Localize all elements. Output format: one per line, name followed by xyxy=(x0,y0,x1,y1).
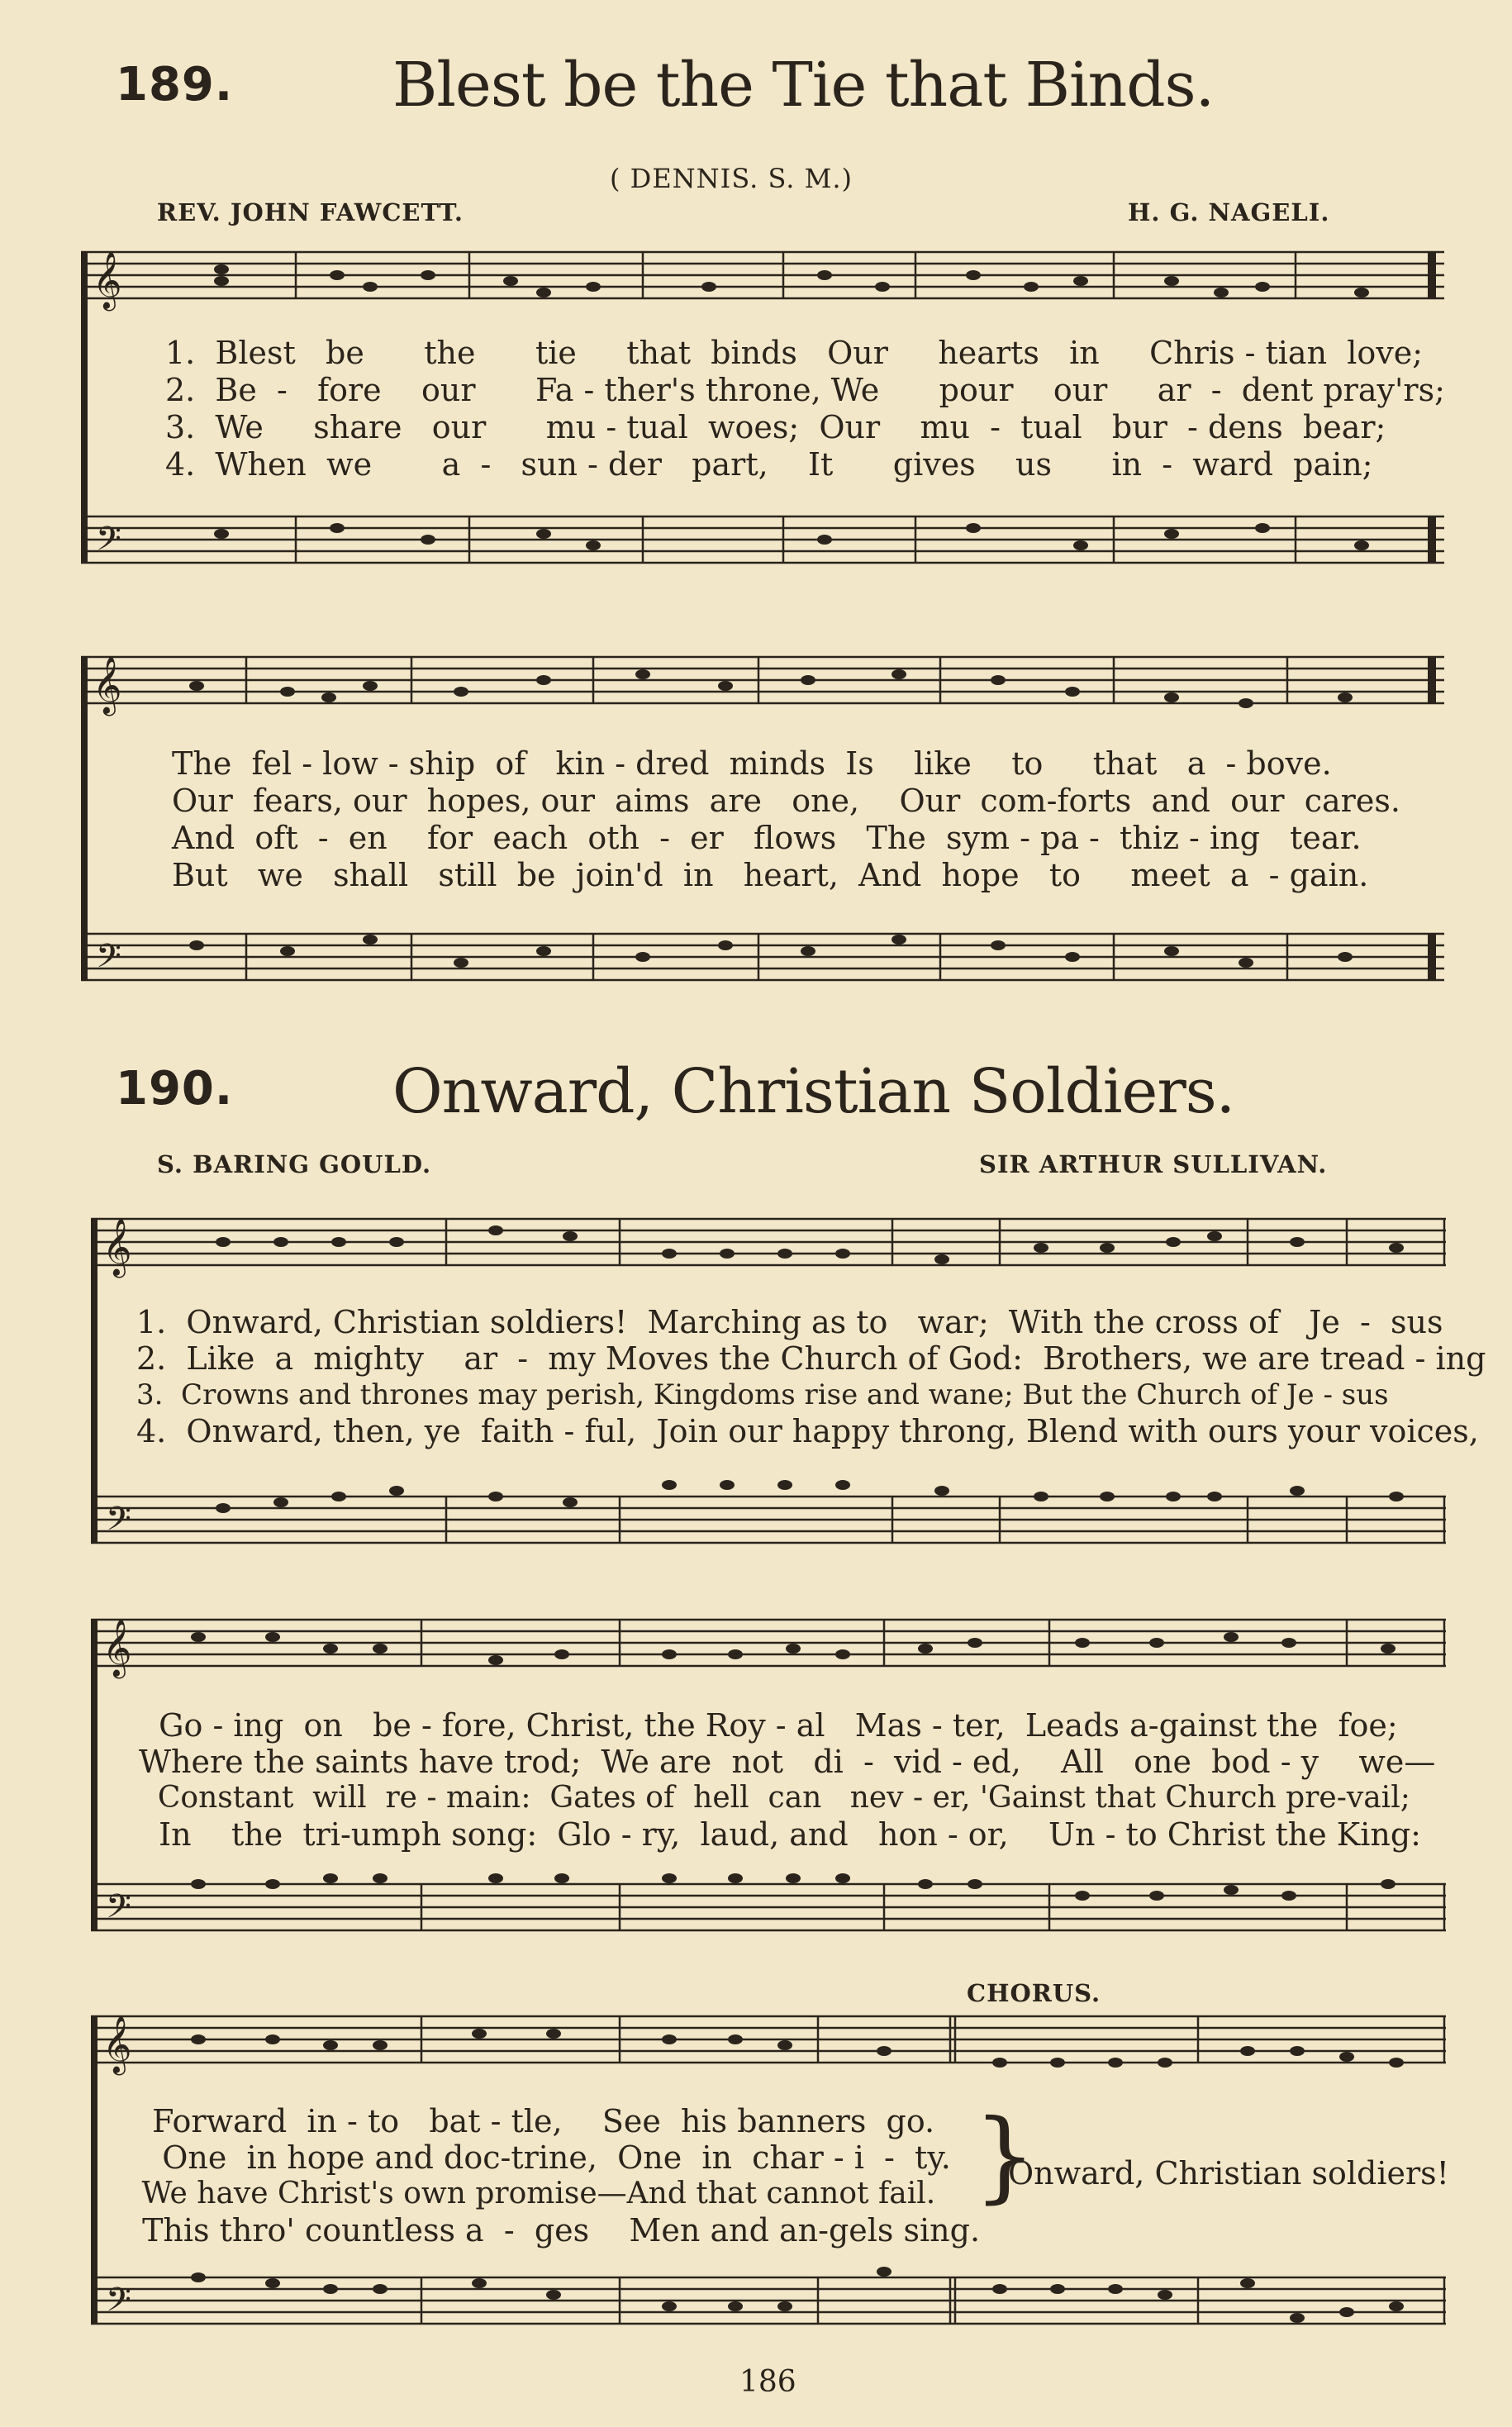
verse-line: Constant will re - main: Gates of hell can nev - er, 'Gainst that Church pre-vail; xyxy=(139,1781,1410,1815)
svg-text:𝄞: 𝄞 xyxy=(102,1218,132,1276)
svg-text:𝄞: 𝄞 xyxy=(102,1619,132,1677)
svg-text:𝄢: 𝄢 xyxy=(106,1500,131,1546)
brace-icon: } xyxy=(973,2099,1037,2214)
author-credit: S. BARING GOULD. xyxy=(157,1150,432,1178)
hymn-number: 189. xyxy=(116,58,234,112)
composer-credit: SIR ARTHUR SULLIVAN. xyxy=(979,1150,1328,1178)
verse-line: And oft - en for each oth - er flows The sym - pa - thiz - ing tear. xyxy=(172,820,1362,856)
verse-block xyxy=(132,2103,980,2249)
svg-text:𝄢: 𝄢 xyxy=(106,2281,131,2327)
chorus-label: CHORUS. xyxy=(967,1979,1101,2007)
verse-block xyxy=(139,1707,1435,1853)
hymn-title: Blest be the Tie that Binds. xyxy=(392,50,1215,121)
verse-line: Our fears, our hopes, our aims are one, Our com-forts and our cares. xyxy=(172,783,1400,819)
verse-line: Go - ing on be - fore, Christ, the Roy - al Mas - ter, Leads a-gainst the foe; xyxy=(139,1707,1398,1744)
verse-line: 3. We share our mu - tual woes; Our mu - tual bur - dens bear; xyxy=(165,409,1386,445)
tune-name: ( DENNIS. S. M.) xyxy=(610,163,853,194)
verse-line: 2. Be - fore our Fa - ther's throne, We pour our ar - dent pray'rs; xyxy=(165,372,1445,408)
verse-line: Forward in - to bat - tle, See his banners go. xyxy=(132,2103,935,2139)
verse-line: This thro' countless a - ges Men and an-gels sing. xyxy=(132,2212,981,2249)
hymn-title: Onward, Christian Soldiers. xyxy=(392,1056,1235,1127)
svg-text:𝄢: 𝄢 xyxy=(96,520,121,566)
verse-line: 4. When we a - sun - der part, It gives us in - ward pain; xyxy=(165,446,1373,483)
composer-credit: H. G. NAGELI. xyxy=(1128,198,1330,226)
svg-text:𝄞: 𝄞 xyxy=(93,251,122,309)
refrain-text: Onward, Christian soldiers! xyxy=(1008,2155,1449,2191)
verse-line: We have Christ's own promise—And that cannot fail. xyxy=(132,2177,936,2210)
verse-block xyxy=(136,1304,1486,1449)
verse-line: 1. Blest be the tie that binds Our hearts in Chris - tian love; xyxy=(165,335,1424,371)
verse-line: The fel - low - ship of kin - dred minds Is like to that a - bove. xyxy=(172,745,1332,782)
verse-line: In the tri-umph song: Glo - ry, laud, and hon - or, Un - to Christ the King: xyxy=(139,1816,1421,1853)
svg-text:𝄞: 𝄞 xyxy=(93,656,122,714)
svg-text:𝄢: 𝄢 xyxy=(96,937,121,983)
author-credit: REV. JOHN FAWCETT. xyxy=(157,198,464,226)
svg-text:𝄢: 𝄢 xyxy=(106,1887,131,1934)
verse-line: Where the saints have trod; We are not di - vid - ed, All one bod - y we— xyxy=(139,1744,1436,1780)
verse-line: 2. Like a mighty ar - my Moves the Church of God: Brothers, we are tread - ing xyxy=(136,1340,1486,1377)
verse-line: One in hope and doc-trine, One in char - i - ty. xyxy=(132,2139,951,2176)
svg-text:𝄞: 𝄞 xyxy=(102,2015,132,2073)
verse-line: But we shall still be join'd in heart, And hope to meet a - gain. xyxy=(172,857,1369,893)
verse-line: 3. Crowns and thrones may perish, Kingdoms rise and wane; But the Church of Je - sus xyxy=(136,1378,1389,1411)
verse-line: 1. Onward, Christian soldiers! Marching as to war; With the cross of Je - sus xyxy=(136,1304,1443,1340)
verse-block xyxy=(172,745,1400,894)
verse-line: 4. Onward, then, ye faith - ful, Join our happy throng, Blend with ours your voices, xyxy=(136,1413,1479,1449)
hymn-number: 190. xyxy=(116,1062,234,1116)
page-number: 186 xyxy=(739,2365,796,2399)
verse-block xyxy=(165,335,1445,483)
